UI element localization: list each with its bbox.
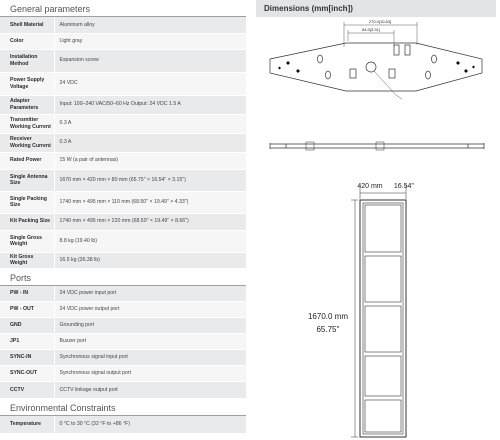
environmental-constraints-heading: Environmental Constraints [0,399,246,416]
parameter-name: SYNC-OUT [0,366,54,382]
general-parameter-row [0,49,246,72]
port-row [0,286,246,302]
parameter-value: Light gray [54,33,246,49]
parameter-value: Aluminum alloy [54,17,246,33]
parameter-name: PW - IN [0,286,54,302]
parameter-value: 24 VDC power output port [54,302,246,318]
parameter-name: Kit Packing Size [0,213,54,230]
parameter-name: Single Antenna Size [0,169,54,191]
dimension-drawings-svg [256,17,500,440]
environmental-constraints-table [0,416,246,434]
parameter-value: Buzzer port [54,334,246,350]
top-view-markers [278,61,475,73]
parameter-value: Input: 100–240 VAC/50–60 Hz Output: 24 VDC 1.5 A [54,95,246,114]
port-row [0,302,246,318]
general-parameter-row [0,133,246,152]
parameter-name: Receiver Working Current [0,133,54,152]
dimensions-heading: Dimensions (mm[inch]) [256,0,496,17]
parameter-name: Transmitter Working Current [0,114,54,133]
top-dimension-outer-label: 270.0[10.63] [368,19,392,24]
parameter-value: 0.3 A [54,133,246,152]
parameter-name: Installation Method [0,49,54,72]
port-row [0,350,246,366]
port-row [0,382,246,399]
parameter-value: 8.8 kg (19.40 lb) [54,230,246,252]
front-height-mm-label: 1670.0 mm [307,312,349,321]
general-parameter-row [0,114,246,133]
general-parameter-row [0,191,246,213]
dimension-drawings [256,17,500,440]
general-parameter-row [0,95,246,114]
parameter-value: Synchronous signal input port [54,350,246,366]
port-row [0,366,246,382]
general-parameter-row [0,33,246,49]
general-parameters-heading: General parameters [0,0,246,17]
side-view-drawing [270,142,484,150]
parameter-name: Adapter Parameters [0,95,54,114]
dimensions-column [256,0,500,440]
top-view-drawing [270,22,482,99]
parameter-name: Power Supply Voltage [0,72,54,95]
parameter-value: 0.3 A [54,114,246,133]
parameter-name: Single Gross Weight [0,230,54,252]
specifications-column [0,0,246,440]
general-parameter-row [0,169,246,191]
parameter-value: 1740 mm × 495 mm × 110 mm (68.50" × 19.49" × 4.33") [54,191,246,213]
parameter-name: PW - OUT [0,302,54,318]
parameter-name: SYNC-IN [0,350,54,366]
parameter-name: Kit Gross Weight [0,252,54,268]
parameter-value: CCTV linkage output port [54,382,246,399]
general-parameters-table [0,17,246,269]
parameter-name: JP1 [0,334,54,350]
parameter-name: Temperature [0,416,54,433]
parameter-name: GND [0,318,54,334]
parameter-value: 24 VDC [54,72,246,95]
general-parameter-row [0,252,246,268]
parameter-value: Expansion screw [54,49,246,72]
port-row [0,318,246,334]
environment-row [0,416,246,433]
parameter-name: Single Packing Size [0,191,54,213]
parameter-name: Color [0,33,54,49]
front-width-mm-label: 420 mm [357,183,383,190]
parameter-value: 24 VDC power input port [54,286,246,302]
general-parameter-row [0,213,246,230]
parameter-value: 1740 mm × 495 mm × 220 mm (68.50" × 19.49" × 8.66") [54,213,246,230]
ports-table [0,286,246,400]
parameter-value: 15 W (a pair of antennas) [54,152,246,169]
port-row [0,334,246,350]
general-parameter-row [0,17,246,33]
general-parameter-row [0,230,246,252]
parameter-value: Grounding port [54,318,246,334]
parameter-value: 0 °C to 30 °C (32 °F to +86 °F) [54,416,246,433]
parameter-value: 1670 mm × 420 mm × 80 mm (65.75" × 16.54" × 3.15") [54,169,246,191]
general-parameter-row [0,152,246,169]
front-view-drawing [351,185,406,437]
front-width-in-label: 16.54'' [393,183,415,190]
general-parameter-row [0,72,246,95]
parameter-name: Rated Power [0,152,54,169]
parameter-name: CCTV [0,382,54,399]
top-dimension-inner-label: 84.0[3.31] [362,27,380,32]
parameter-value: 16.5 kg (36.38 lb) [54,252,246,268]
parameter-name: Shell Material [0,17,54,33]
ports-heading: Ports [0,269,246,286]
parameter-value: Synchronous signal output port [54,366,246,382]
front-height-in-label: 65.75'' [316,325,340,334]
